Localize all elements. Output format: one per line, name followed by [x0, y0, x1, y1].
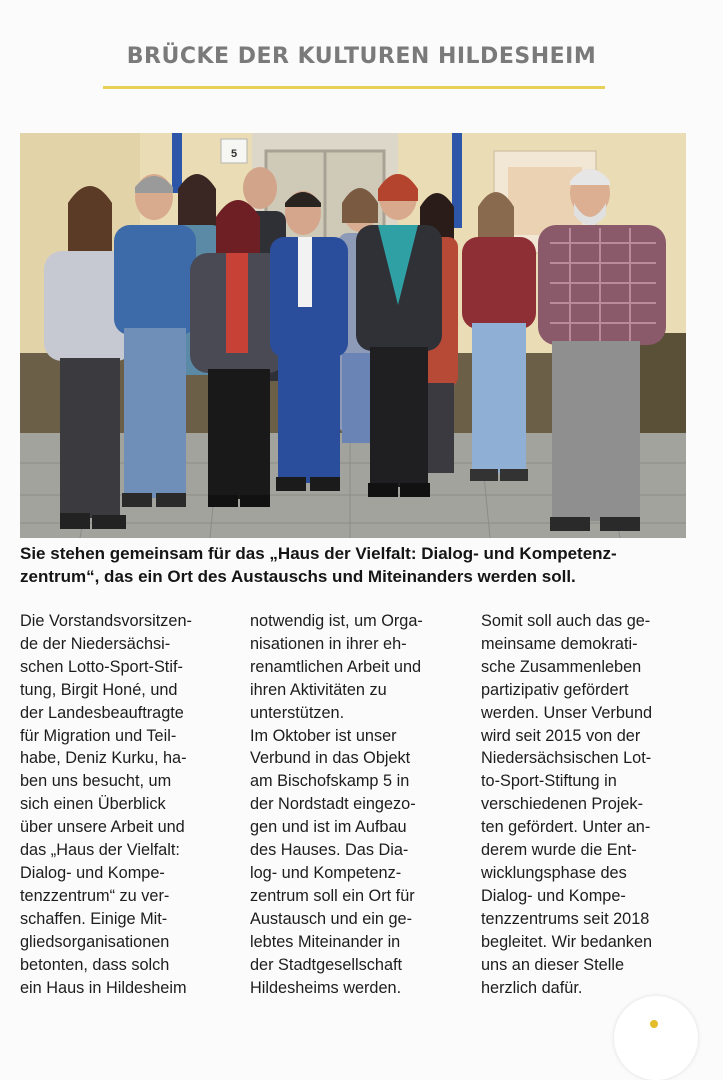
group-photo	[20, 133, 686, 538]
text-line: betonten, dass solch	[20, 955, 170, 974]
title-underline	[103, 86, 605, 89]
text-line: werden. Unser Verbund	[481, 703, 653, 722]
caption-line: zentrum“, das ein Ort des Austauschs und Miteinanders werden soll.	[20, 567, 576, 586]
text-line: schen Lotto-Sport-Stif-	[20, 657, 183, 676]
text-line: schaffen. Einige Mit-	[20, 909, 168, 928]
text-line: meinsame demokrati-	[481, 634, 638, 653]
text-line: de der Niedersächsi-	[20, 634, 171, 653]
text-line: herzlich dafür.	[481, 978, 583, 997]
text-line: gen und ist im Aufbau	[250, 818, 407, 837]
text-line: tenzzentrum“ zu ver-	[20, 886, 170, 905]
text-line: lebtes Miteinander in	[250, 932, 401, 951]
text-line: log- und Kompetenz-	[250, 863, 402, 882]
text-line: gliedsorganisationen	[20, 932, 170, 951]
text-line: Austausch und ein ge-	[250, 909, 413, 928]
text-line: Verbund in das Objekt	[250, 749, 411, 768]
text-line: ihren Aktivitäten zu	[250, 680, 387, 699]
text-line: habe, Deniz Kurku, ha-	[20, 749, 187, 768]
drain-pipe-left	[172, 133, 182, 193]
text-line: renamtlichen Arbeit und	[250, 657, 422, 676]
text-line: das „Haus der Vielfalt:	[20, 841, 180, 860]
floating-action-button[interactable]	[614, 996, 698, 1080]
text-line: des Hauses. Das Dia-	[250, 841, 409, 860]
text-line: notwendig ist, um Orga-	[250, 612, 423, 630]
text-line: wird seit 2015 von der	[481, 726, 641, 745]
text-line: Hildesheims werden.	[250, 978, 402, 997]
text-line: verschiedenen Projek-	[481, 795, 643, 814]
photo-caption	[20, 542, 700, 588]
text-line: ten gefördert. Unter an-	[481, 818, 651, 837]
text-line: uns an dieser Stelle	[481, 955, 625, 974]
text-line: der Stadtgesellschaft	[250, 955, 403, 974]
text-line: to-Sport-Stiftung in	[481, 772, 617, 791]
text-line: der Nordstadt eingezo-	[250, 795, 416, 814]
text-line: tenzzentrums seit 2018	[481, 909, 650, 928]
article-column-1	[20, 610, 192, 999]
text-line: Die Vorstandsvorsitzen-	[20, 612, 192, 630]
text-line: begleitet. Wir bedanken	[481, 932, 653, 951]
article-column-3	[481, 610, 652, 999]
text-line: Dialog- und Kompe-	[481, 886, 626, 905]
text-line: ben uns besucht, um	[20, 772, 172, 791]
text-line: unterstützen.	[250, 703, 345, 722]
caption-line: Sie stehen gemeinsam für das „Haus der Vielfalt: Dialog- und Kompetenz-	[20, 544, 617, 563]
text-line: ein Haus in Hildesheim	[20, 978, 187, 997]
page-title: BRÜCKE DER KULTUREN HILDESHEIM	[126, 44, 597, 69]
text-line: partizipativ gefördert	[481, 680, 629, 699]
dot-icon	[650, 1020, 658, 1028]
text-line: für Migration und Teil-	[20, 726, 177, 745]
text-line: Dialog- und Kompe-	[20, 863, 165, 882]
text-line: nisationen in ihrer eh-	[250, 634, 407, 653]
door-number: 5	[230, 148, 238, 160]
text-line: zentrum soll ein Ort für	[250, 886, 415, 905]
text-line: sche Zusammenleben	[481, 657, 642, 676]
text-line: Somit soll auch das ge-	[481, 612, 651, 630]
text-line: sich einen Überblick	[20, 795, 166, 814]
text-line: am Bischofskamp 5 in	[250, 772, 410, 791]
article-column-2	[250, 610, 423, 999]
text-line: über unsere Arbeit und	[20, 818, 185, 837]
text-line: derem wurde die Ent-	[481, 841, 637, 860]
text-line: tung, Birgit Honé, und	[20, 680, 178, 699]
text-line: der Landesbeauftragte	[20, 703, 184, 722]
text-line: Niedersächsischen Lot-	[481, 749, 652, 768]
text-line: Im Oktober ist unser	[250, 726, 397, 745]
text-line: wicklungsphase des	[481, 863, 627, 882]
